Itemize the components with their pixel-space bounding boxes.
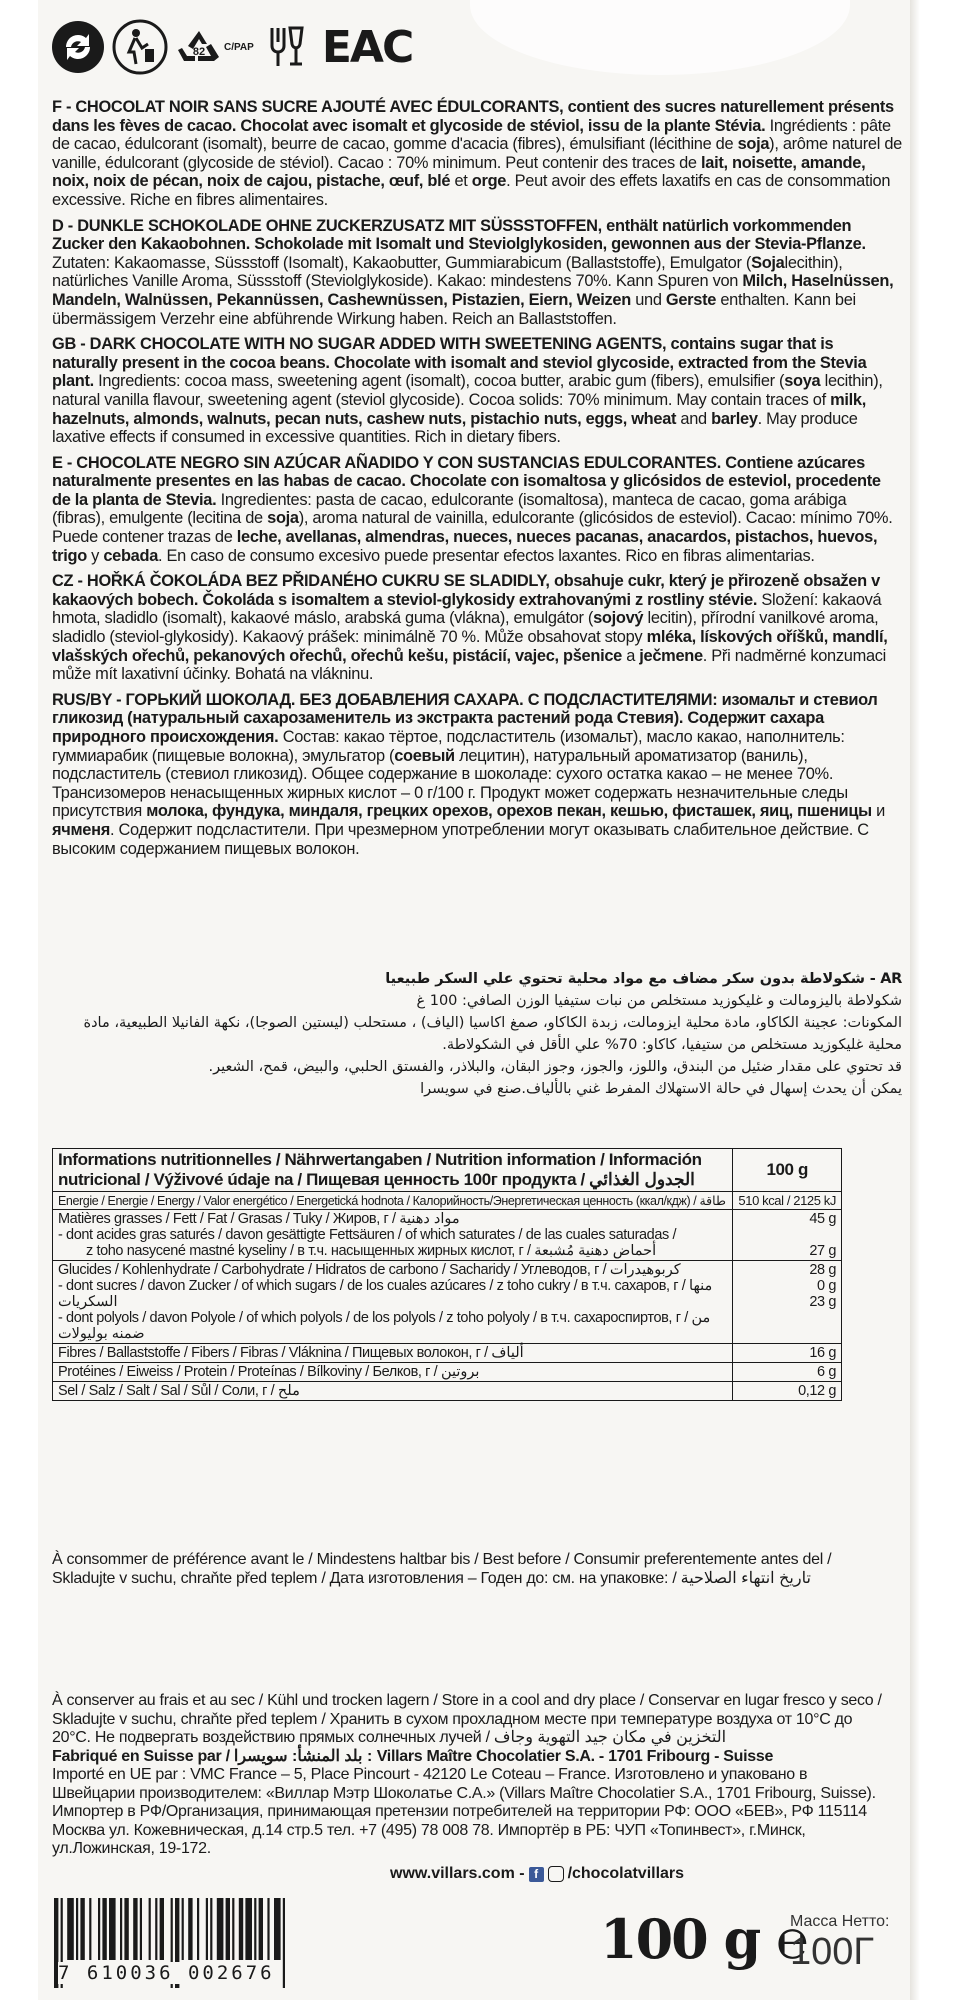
fibre-label: Fibres / Ballaststoffe / Fibers / Fibras / Vláknina / Пищевых волокон, г / ألياف: [53, 1344, 733, 1363]
ar-line-2: شكولاطة باليزومالت و غليكوزيد مستخلص من نبات ستيفيا الوزن الصافي: 100 غ: [416, 993, 902, 1009]
energy-value: 510 kcal / 2125 kJ: [733, 1192, 842, 1210]
net-weight: 100 g ℮: [600, 1907, 807, 1971]
instagram-icon[interactable]: [548, 1866, 564, 1882]
carb-label: Glucides / Kohlenhydrate / Carbohydrate / Hidratos de carbono / Sacharidy / Углеводов, г / كربوهيدرات: [58, 1262, 681, 1278]
nutrition-table: [52, 1148, 842, 1401]
nutrition-per: 100 g: [733, 1149, 842, 1192]
nutrition-row-protein: [53, 1363, 842, 1382]
sugar-label: - dont sucres / davon Zucker / of which sugars / de los cuales azúcares / z toho cukry / в т.ч. сахаров, г / منها السكريات: [58, 1278, 713, 1310]
lang-block-e: E - CHOCOLATE NEGRO SIN AZÚCAR AÑADIDO Y CON SUSTANCIAS EDULCORANTES. Contiene azúcares naturalmente presentes en las habas de cacao. Chocolate con isomaltosa y glicósidos de esteviol, procedente de la planta de Stevia. Ingredientes: pasta de cacao, edulcorante (isomaltosa), manteca de cacao, goma arábiga (fibras), emulgente (lecitina de soja), aroma natural de vainilla, edulcorante (glicósidos de esteviol). Cacao: mínimo 70%. Puede contener trazas de leche, avellanas, almendras, nueces, nueces pacanas, anacardos, pistachos, huevos, trigo y cebada. En caso de consumo excesivo puede presentar efectos laxantes. Rico en fibras alimentarias.: [52, 453, 893, 565]
nutrition-row-fat: [53, 1210, 842, 1261]
barcode-number: 7 610036 002676: [58, 1962, 275, 1984]
polyol-label: - dont polyols / davon Polyole / of which polyols / de los polyols / z toho polyoly / в т.ч. сахароспиртов, г / من ضمنه بوليولات: [58, 1310, 711, 1342]
mass-value: 100Г: [790, 1931, 874, 1973]
storage-text: À conserver au frais et au sec / Kühl und trocken lagern / Store in a cool and dry place / Conservar en lugar fresco y seco / Skladujte v suchu, chraňte před teplem / Хранить в сухом прохладном месте при температуре воздуха от 10°C до 20°C. Не подвергать воздействию прямых солнечных лучей / التخزين في مكان جيد التهوية وجاف: [52, 1692, 882, 1746]
lang-block-ar: [52, 968, 902, 1100]
recycle-code: 82: [192, 46, 206, 58]
protein-value: 6 g: [733, 1363, 842, 1382]
side-flap: [910, 0, 977, 2000]
made-in-label: Fabriqué en Suisse par / بلد المنشأ: سويسرا: [52, 1747, 363, 1765]
ar-line-5: يمكن أن يحدث إسهال في حالة الاستهلاك المفرط غني بالألياف.صنع في سويسرا: [420, 1081, 902, 1097]
nutrition-row-carbs: [53, 1261, 842, 1344]
made-in: [52, 1748, 882, 1767]
nutrition-header: Informations nutritionnelles / Nährwertangaben / Nutrition information / Información nutricional / Výživové údaje na / Пищевая ценность 100г продукта / الجدول الغذائي: [53, 1149, 733, 1192]
saturates-label-1: - dont acides gras saturés / davon gesättigte Fettsäuren / of which saturates / de las cuales saturadas /: [58, 1227, 677, 1243]
social-handle[interactable]: /chocolatvillars: [567, 1865, 685, 1882]
tidyman-icon: [112, 19, 168, 75]
ar-line-1: AR - شكولاطة بدون سكر مضاف مع مواد محلية تحتوي علي السكر طبيعيا: [385, 971, 902, 987]
mass-label: Масса Нетто:: [790, 1913, 890, 1930]
symbol-row: [50, 12, 412, 82]
title-ru: RUS/BY - ГОРЬКИЙ ШОКОЛАД. БЕЗ ДОБАВЛЕНИЯ САХАРА. С ПОДСЛАСТИТЕЛЯМИ:: [52, 690, 718, 709]
saturates-value: 27 g: [809, 1243, 836, 1259]
title-d: D - DUNKLE SCHOKOLADE OHNE ZUCKERZUSATZ MIT SÜSSSTOFFEN,: [52, 216, 602, 235]
carb-value: 28 g: [809, 1262, 836, 1278]
salt-value: 0,12 g: [733, 1382, 842, 1401]
title-f: F - CHOCOLAT NOIR SANS SUCRE AJOUTÉ AVEC ÉDULCORANTS,: [52, 98, 564, 116]
nutrition-row-salt: [53, 1382, 842, 1401]
website-link[interactable]: www.villars.com -: [390, 1865, 525, 1882]
ar-line-4: قد تحتوي على مقدار ضئيل من البندق، واللوز، والجوز، وجوز البقان، والبلاذر، والفستق الحلبي، والبيض، قمح، الشعير.: [208, 1059, 902, 1075]
lang-block-d: D - DUNKLE SCHOKOLADE OHNE ZUCKERZUSATZ MIT SÜSSSTOFFEN, enthält natürlich vorkommenden Zucker den Kakaobohnen. Schokolade mit Isomalt und Steviolglykosiden, gewonnen aus der Stevia-Pflanze. Zutaten: Kakaomasse, Süssstoff (Isomalt), Kakaobutter, Gummiarabicum (Ballaststoffe), Emulgator (Sojalecithin), natürliches Vanille Aroma, Süssstoff (Steviolglykoside). Kakao: mindestens 70%. Kann Spuren von Milch, Haselnüssen, Mandeln, Walnüssen, Pekannüssen, Cashewnüssen, Pistazien, Eiern, Weizen und Gerste enthalten. Kann bei übermässigem Verzehr eine abführende Wirkung haben. Reich an Ballaststoffen.: [52, 216, 894, 328]
green-dot-icon: [50, 19, 106, 75]
fat-label: Matières grasses / Fett / Fat / Grasas / Tuky / Жиров, г / مواد دهنية: [58, 1211, 460, 1227]
salt-label: Sel / Salz / Salt / Sal / Sůl / Соли, г / ملح: [53, 1382, 733, 1401]
sugar-value: 0 g: [817, 1278, 836, 1294]
recycle-material: C/PAP: [224, 41, 254, 53]
lang-block-gb: GB - DARK CHOCOLATE WITH NO SUGAR ADDED WITH SWEETENING AGENTS, contains sugar that is naturally present in the cocoa beans. Chocolate with isomalt and steviol glycoside, extracted from the Stevia plant. Ingredients: cocoa mass, sweetening agent (isomalt), cocoa butter, arabic gum (fibers), emulsifier (soya lecithin), natural vanilla flavour, sweetening agent (steviol glycoside). Cocoa solids: 70% minimum. May contain traces of milk, hazelnuts, almonds, walnuts, pecan nuts, cashew nuts, pistachio nuts, eggs, wheat and barley. May produce laxative effects if consumed in excessive quantities. Rich in dietary fibers.: [52, 335, 883, 447]
polyol-value: 23 g: [809, 1294, 836, 1310]
fat-value: 45 g: [809, 1211, 836, 1227]
nutrition-header-row: [53, 1149, 842, 1192]
importer-text: Importé en UE par : VMC France – 5, Place Pincourt - 42120 Le Coteau – France. Изготовлено и упаковано в Швейцарии производителем: «Виллар Мэтр Шоколатье С.А.» (Villars Maître Chocolatier S.A., 1701 Fribourg, Suisse). Импортер в РФ/Организация, принимающая претензии потребителей на территории РФ: ООО «БЕВ», РФ 115114 Москва ул. Кожевническая, д.14 стр.5 тел. +7 (495) 78 008 78. Импортёр в РБ: ЧУП «Топинвест», г.Минск, ул.Ложинская, 19-172.: [52, 1766, 876, 1857]
made-in-text: : Villars Maître Chocolatier S.A. - 1701 Fribourg - Suisse: [362, 1747, 774, 1765]
nutrition-row-energy: [53, 1192, 842, 1210]
title-e: E - CHOCOLATE NEGRO SIN AZÚCAR AÑADIDO Y CON SUSTANCIAS EDULCORANTES.: [52, 453, 721, 472]
lang-block-f: F - CHOCOLAT NOIR SANS SUCRE AJOUTÉ AVEC ÉDULCORANTS, contient des sucres naturellement présents dans les fèves de cacao. Chocolat avec isomalt et glycoside de stéviol, issu de la plante Stévia. Ingrédients : pâte de cacao, édulcorant (isomalt), beurre de cacao, gomme d'acacia (fibres), émulsifiant (lécithine de soja), arôme naturel de vanille, édulcorant (glycoside de stéviol). Cacao : 70% minimum. Peut contenir des traces de lait, noisette, amande, noix, noix de pécan, noix de cajou, pistache, œuf, blé et orge. Peut avoir des effets laxatifs en cas de consommation excessive. Riche en fibres alimentaires.: [52, 98, 902, 209]
lang-block-cz: CZ - HOŘKÁ ČOKOLÁDA BEZ PŘIDANÉHO CUKRU SE SLADIDLY, obsahuje cukr, který je přirozeně obsažen v kakaových bobech. Čokoláda s isomaltem a steviol-glykosidy extrahovanými z rostliny stévie. Složení: kakaová hmota, sladidlo (isomalt), kakaové máslo, arabská guma (vláknа), emulgátor (sojový lecitin), přírodní vanilkové aroma, sladidlo (steviol-glykosidy). Kakaový prášek: minimálně 70 %. Může obsahovat stopy mléka, lískových oříšků, mandlí, vlašských ořechů, pekanových ořechů, ořechů kešu, pistácií, vajec, pšenice a ječmene. Při nadměrné konzumaci může mít laxativní účinky. Bohatá na vlákninu.: [52, 572, 888, 684]
food-contact-icon: [260, 22, 310, 72]
energy-label: Energie / Energie / Energy / Valor energético / Energetická hodnota / Калорийность/Энергетическая ценность (ккал/кдж) / طاقة: [53, 1192, 733, 1210]
lang-block-ru: RUS/BY - ГОРЬКИЙ ШОКОЛАД. БЕЗ ДОБАВЛЕНИЯ САХАРА. С ПОДСЛАСТИТЕЛЯМИ: изомальт и стевиол гликозид (натуральный сахарозаменитель из экстракта растений рода Стевия). Содержит сахара природного происхождения. Состав: какао тёртое, подсластитель (изомальт), масло какао, наполнитель: гуммиарабик (пищевые волокна), эмульгатор (соевый лецитин), натуральный ароматизатор (ваниль), подсластитель (стевиол гликозид). Общее содержание в шоколаде: сухого остатка какао – не менее 70%. Трансизомеров ненасыщенных жирных кислот – 0 г/100 г. Продукт может содержать незначительные следы присутствия молока, фундука, миндаля, грецких орехов, орехов пекан, кешью, фисташек, яиц, пшеницы и ячменя. Содержит подсластители. При чрезмерном употреблении могут оказывать слабительное действие. С высоким содержанием пищевых волокон.: [52, 690, 885, 858]
eac-mark: EAC: [321, 21, 413, 73]
fibre-value: 16 g: [733, 1344, 842, 1363]
ar-line-3: المكونات: عجينة الكاكاو، مادة محلية ايزومالت، زبدة الكاكاو، صمغ اكاسيا (الياف) ، مستحلب (ليستين الصوجا)، نكهة الفانيلا الطبيعية، مادة محلية غليكوزيد مستخلص من ستيفيا، كاكاو: 70% علي الأقل في الشكولاطة.: [83, 1015, 902, 1053]
saturates-label-2: z toho nasycené mastné kyseliny / в т.ч. насыщенных жирных кислот, г / أحماض دهنية مُشبعة: [86, 1243, 657, 1259]
storage-and-origin: [52, 1692, 882, 1859]
recycle-icon: [174, 27, 254, 67]
title-cz: CZ - HOŘKÁ ČOKOLÁDA BEZ PŘIDANÉHO CUKRU SE SLADIDLY,: [52, 572, 550, 591]
nutrition-row-fibre: [53, 1344, 842, 1363]
facebook-icon[interactable]: f: [529, 1867, 544, 1882]
protein-label: Protéines / Eiweiss / Protein / Proteínas / Bílkoviny / Белков, г / بروتين: [53, 1363, 733, 1382]
social-links: [390, 1865, 684, 1883]
best-before: À consommer de préférence avant le / Mindestens haltbar bis / Best before / Consumir preferentemente antes del / Skladujte v suchu, chraňte před teplem / Дата изготовления – Годен до: см. на упаковке: / تاريخ انتهاء الصلاحية: [52, 1551, 832, 1587]
title-gb: GB - DARK CHOCOLATE WITH NO SUGAR ADDED WITH SWEETENING AGENTS,: [52, 335, 667, 354]
ingredients-text: [52, 98, 902, 865]
